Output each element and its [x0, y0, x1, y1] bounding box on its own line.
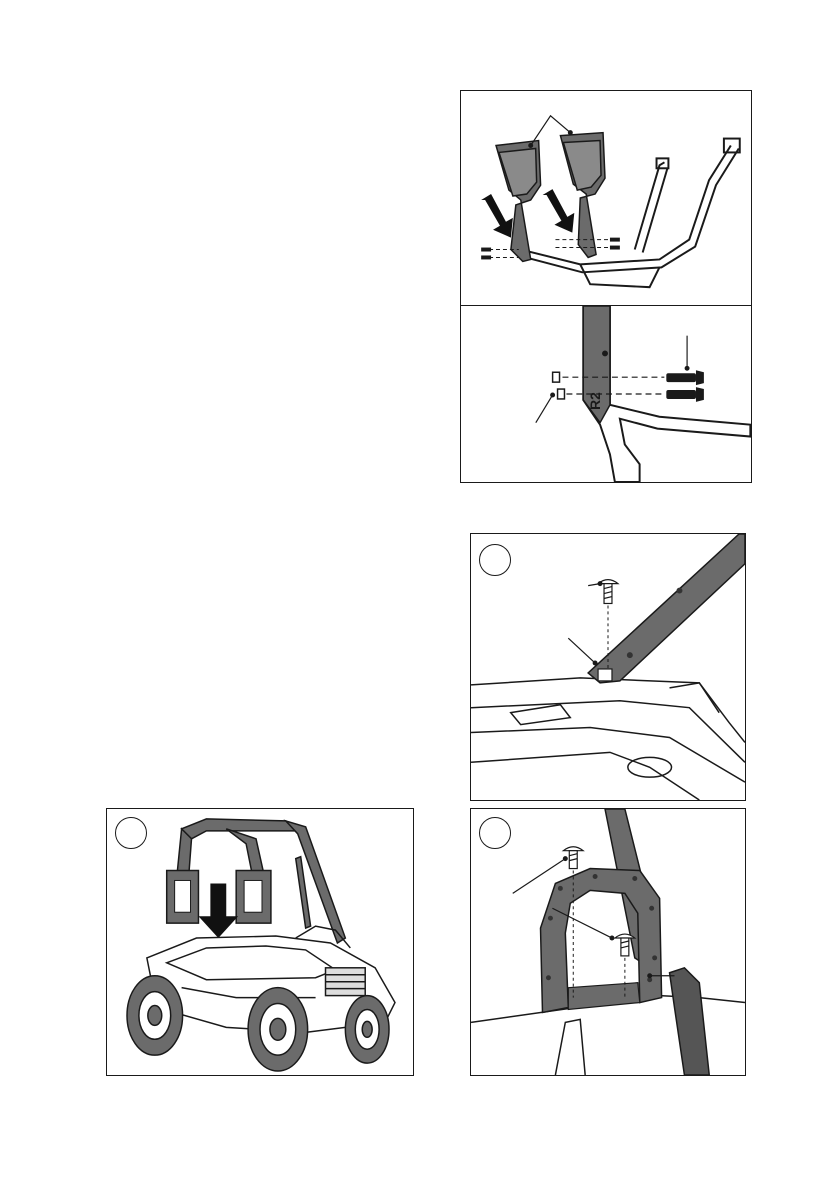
- down-arrow-icon: [198, 883, 238, 938]
- front-bar-screw-illustration: [471, 534, 745, 800]
- left-rear-bracket: [496, 141, 541, 262]
- step-number-circle: [115, 817, 147, 849]
- bolt-detail-panel: [460, 305, 752, 483]
- part-marking-label: R2: [587, 392, 604, 410]
- roll-cage-install-panel: [106, 808, 414, 1076]
- front-bar-screw-panel: [470, 533, 746, 801]
- step-number-circle: [479, 817, 511, 849]
- rear-bracket-panel: [460, 90, 752, 307]
- bolt-icon: [666, 370, 704, 402]
- right-rear-bracket: [560, 133, 605, 258]
- rear-bracket-screws-illustration: [471, 809, 745, 1075]
- roll-cage-install-illustration: [107, 809, 413, 1075]
- bolt-detail-illustration: [461, 306, 751, 482]
- rear-bracket-illustration: [461, 91, 751, 306]
- step-number-circle: [479, 544, 511, 576]
- rear-bracket-screws-panel: [470, 808, 746, 1076]
